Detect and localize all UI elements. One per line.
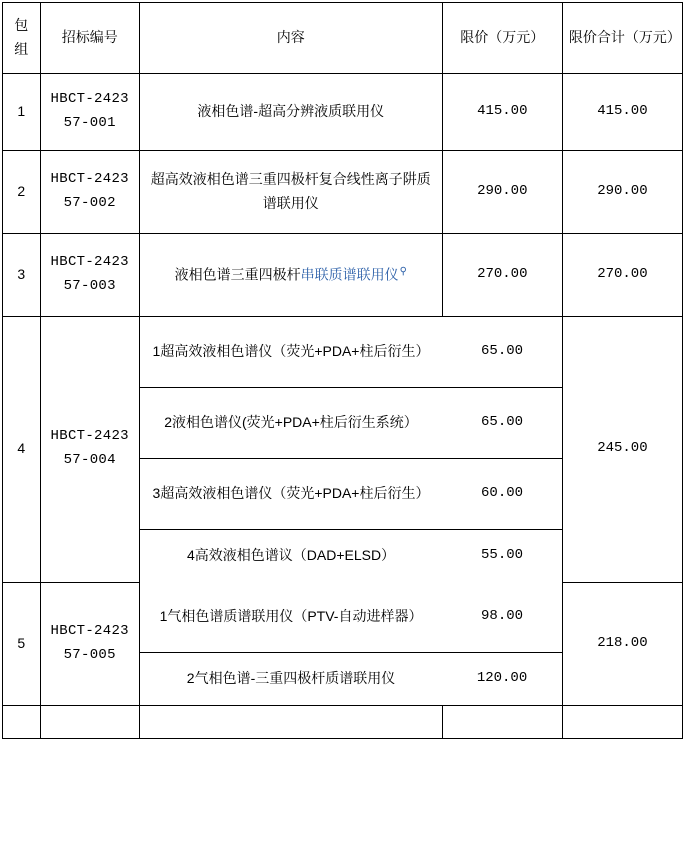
- table-row: [3, 234, 683, 317]
- cell-content-group: [139, 582, 442, 706]
- sub-item-row: [442, 459, 562, 530]
- sub-item-row: [140, 388, 442, 459]
- sub-item-row: [442, 653, 562, 706]
- cell-code: [40, 582, 139, 706]
- sub-item-row: [140, 653, 442, 706]
- cell-group: [3, 706, 41, 739]
- cell-price: 65.00: [442, 317, 562, 388]
- sub-item-row: [140, 582, 442, 653]
- cell-price: 415.00: [442, 74, 562, 151]
- cell-price: [442, 706, 562, 739]
- table-row-partial: [3, 706, 683, 739]
- sub-items-price-table: [442, 317, 562, 582]
- header-code: 招标编号: [40, 3, 139, 74]
- cell-group: 3: [3, 234, 41, 317]
- cell-code: [40, 74, 139, 151]
- cell-content-group: [139, 317, 442, 583]
- cell-group: 5: [3, 582, 41, 706]
- cell-content: 3超高效液相色谱仪（荧光+PDA+柱后衍生）: [140, 459, 442, 530]
- cell-content: [139, 234, 442, 317]
- sub-item-row: [442, 530, 562, 583]
- header-price: 限价（万元）: [442, 3, 562, 74]
- table-row: [3, 582, 683, 706]
- table-row: [3, 74, 683, 151]
- table-row: [3, 151, 683, 234]
- cell-price: 55.00: [442, 530, 562, 583]
- cell-group: 2: [3, 151, 41, 234]
- cell-price: 60.00: [442, 459, 562, 530]
- sub-item-row: [140, 530, 442, 583]
- cell-price: 65.00: [442, 388, 562, 459]
- sub-item-row: [442, 582, 562, 653]
- sub-items-price-table: [442, 582, 562, 705]
- cell-code: [40, 151, 139, 234]
- content-plain-text: 液相色谱三重四极杆: [174, 266, 301, 283]
- cell-content: 1超高效液相色谱仪（荧光+PDA+柱后衍生）: [140, 317, 442, 388]
- cell-price: 270.00: [442, 234, 562, 317]
- header-total: 限价合计（万元）: [562, 3, 682, 74]
- cell-total: 218.00: [562, 582, 682, 706]
- code-line-2: 57-005: [63, 646, 116, 663]
- cell-price-group: [442, 582, 562, 706]
- sub-items-content-table: [140, 582, 442, 705]
- sub-item-row: [442, 317, 562, 388]
- cell-group: 4: [3, 317, 41, 583]
- code-line-2: 57-002: [63, 195, 116, 211]
- cell-price: 98.00: [442, 582, 562, 653]
- cell-total: 270.00: [562, 234, 682, 317]
- sub-item-row: [140, 317, 442, 388]
- content-link-text[interactable]: 串联质谱联用仪: [300, 266, 399, 283]
- cell-content: 1气相色谱质谱联用仪（PTV-自动进样器）: [140, 582, 442, 653]
- table-row: [3, 317, 683, 583]
- code-line-1: HBCT-2423: [50, 91, 129, 108]
- sub-item-row: [140, 459, 442, 530]
- cell-code: [40, 706, 139, 739]
- cell-content: 超高效液相色谱三重四极杆复合线性离子阱质谱联用仪: [139, 151, 442, 234]
- cell-content: 4高效液相色谱议（DAD+ELSD）: [140, 530, 442, 583]
- header-group: 包组: [3, 3, 41, 74]
- cell-price-group: [442, 317, 562, 583]
- cell-total: 290.00: [562, 151, 682, 234]
- cell-total: [562, 706, 682, 739]
- code-line-1: HBCT-2423: [50, 254, 129, 271]
- cell-price: 290.00: [442, 151, 562, 234]
- code-line-1: HBCT-2423: [50, 428, 129, 445]
- cell-content: 2液相色谱仪(荧光+PDA+柱后衍生系统）: [140, 388, 442, 459]
- code-line-2: 57-003: [63, 278, 116, 294]
- document-page: [0, 2, 685, 845]
- cell-content: [139, 706, 442, 739]
- cell-content: 液相色谱-超高分辨液质联用仪: [139, 74, 442, 151]
- code-line-2: 57-001: [63, 115, 116, 131]
- cell-content: 2气相色谱-三重四极杆质谱联用仪: [140, 653, 442, 706]
- bid-packages-table: [2, 2, 683, 739]
- code-line-2: 57-004: [63, 452, 116, 469]
- cell-price: 120.00: [442, 653, 562, 706]
- table-header-row: [3, 3, 683, 74]
- cell-group: 1: [3, 74, 41, 151]
- code-line-1: HBCT-2423: [50, 171, 129, 188]
- sub-item-row: [442, 388, 562, 459]
- header-content: 内容: [139, 3, 442, 74]
- cell-code: [40, 234, 139, 317]
- sub-items-content-table: [140, 317, 442, 582]
- search-icon[interactable]: ⚲: [399, 265, 407, 277]
- cell-total: 245.00: [562, 317, 682, 583]
- code-line-1: HBCT-2423: [50, 622, 129, 639]
- cell-total: 415.00: [562, 74, 682, 151]
- cell-code: [40, 317, 139, 583]
